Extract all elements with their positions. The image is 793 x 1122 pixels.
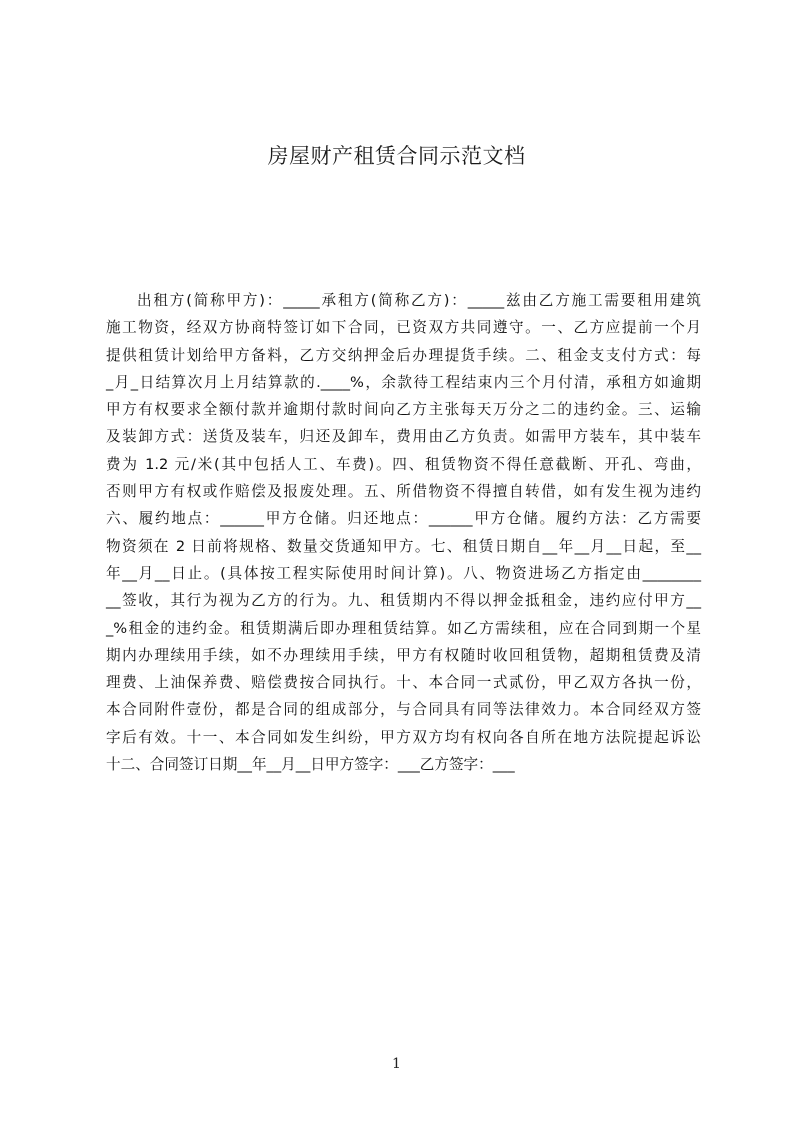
body-line: 年__月__日止。(具体按工程实际使用时间计算)。八、物资进场乙方指定由________ <box>106 564 701 582</box>
body-line: _月_日结算次月上月结算款的.____%，余款待工程结束内三个月付清，承租方如逾期 <box>106 373 701 391</box>
body-line: 甲方有权要求全额付款并逾期付款时间向乙方主张每天万分之二的违约金。三、运输 <box>106 401 701 419</box>
body-line: _%租金的违约金。租赁期满后即办理租赁结算。如乙方需续租，应在合同到期一个星 <box>106 619 701 637</box>
body-line: 六、履约地点：______甲方仓储。归还地点：______甲方仓储。履约方法：乙方需要 <box>106 510 701 528</box>
contract-body <box>106 287 701 778</box>
body-line: 期内办理续用手续，如不办理续用手续，甲方有权随时收回租赁物，超期租赁费及清 <box>106 646 701 664</box>
body-line: 施工物资，经双方协商特签订如下合同，已资双方共同遵守。一、乙方应提前一个月 <box>106 319 701 337</box>
body-line: 及装卸方式：送货及装车，归还及卸车，费用由乙方负责。如需甲方装车，其中装车 <box>106 428 701 446</box>
body-line: 提供租赁计划给甲方备料，乙方交纳押金后办理提货手续。二、租金支支付方式：每 <box>106 346 701 364</box>
body-line: 十二、合同签订日期__年__月__日甲方签字：___乙方签字：___ <box>106 756 515 774</box>
body-line: 费为 1.2 元/米(其中包括人工、车费)。四、租赁物资不得任意截断、开孔、弯曲， <box>106 455 701 473</box>
document-title: 房屋财产租赁合同示范文档 <box>267 144 526 168</box>
body-line: 理费、上油保养费、赔偿费按合同执行。十、本合同一式贰份，甲乙双方各执一份， <box>106 674 701 692</box>
body-line: __签收，其行为视为乙方的行为。九、租赁期内不得以押金抵租金，违约应付甲方__ <box>106 592 701 610</box>
body-line: 物资须在 2 日前将规格、数量交货通知甲方。七、租赁日期自__年__月__日起，至__ <box>106 537 701 555</box>
body-line: 出租方(简称甲方)：_____承租方(简称乙方)：_____兹由乙方施工需要租用建筑 <box>137 292 701 309</box>
body-line: 本合同附件壹份，都是合同的组成部分，与合同具有同等法律效力。本合同经双方签 <box>106 701 701 719</box>
body-line: 字后有效。十一、本合同如发生纠纷，甲方双方均有权向各自所在地方法院提起诉讼 <box>106 728 701 746</box>
body-line: 否则甲方有权或作赔偿及报废处理。五、所借物资不得擅自转借，如有发生视为违约 <box>106 483 701 501</box>
page-number: 1 <box>392 1056 401 1072</box>
